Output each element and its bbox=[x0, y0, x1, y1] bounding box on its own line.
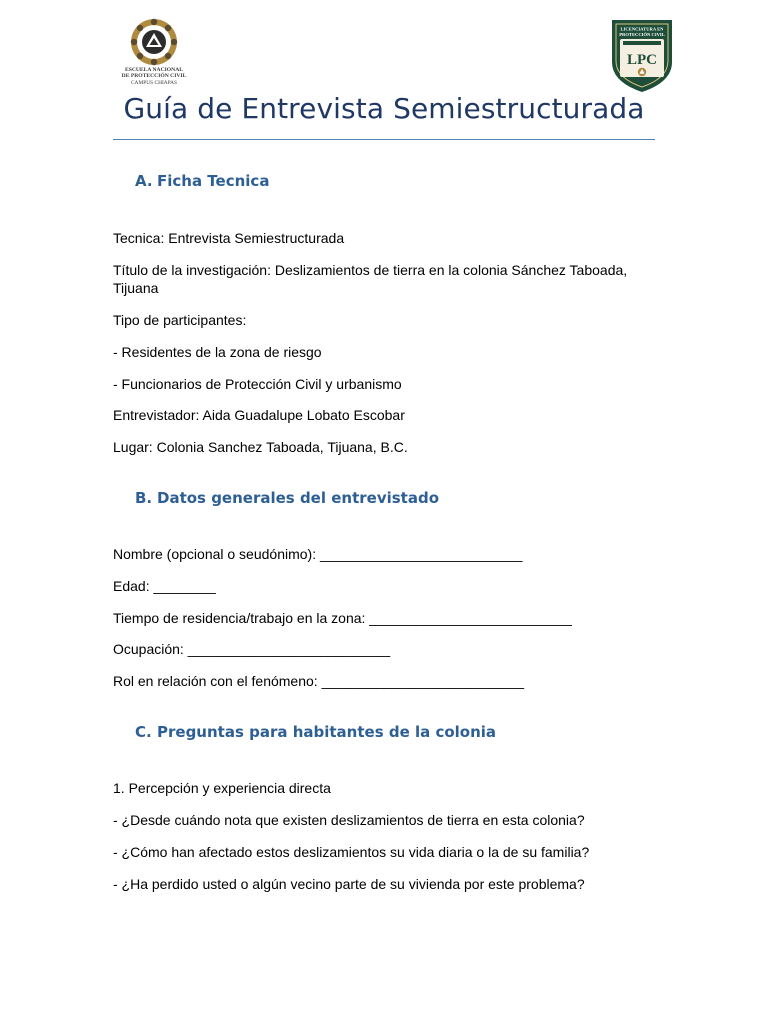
question-item: - ¿Cómo han afectado estos deslizamientos su vida diaria o la de su familia? bbox=[113, 844, 590, 860]
lpc-shield-icon bbox=[610, 18, 674, 94]
field-rol: Rol en relación con el fenómeno: __________________________ bbox=[113, 673, 525, 689]
enpc-logo bbox=[113, 17, 195, 93]
lpc-logo-line2: PROTECCIÓN CIVIL bbox=[619, 32, 665, 37]
question-item: - ¿Ha perdido usted o algún vecino parte de su vivienda por este problema? bbox=[113, 876, 585, 892]
section-a-letter: A. bbox=[135, 172, 153, 190]
lpc-logo bbox=[610, 18, 674, 94]
section-c-letter: C. bbox=[135, 723, 152, 741]
document-title: Guía de Entrevista Semiestructurada bbox=[123, 92, 645, 125]
section-c-title: Preguntas para habitantes de la colonia bbox=[157, 723, 497, 741]
enpc-seal-icon bbox=[129, 17, 179, 67]
question-item: - ¿Desde cuándo nota que existen deslizamientos de tierra en esta colonia? bbox=[113, 812, 585, 828]
ficha-tecnica-line: Tecnica: Entrevista Semiestructurada bbox=[113, 230, 345, 246]
lpc-logo-line1: LICENCIATURA EN bbox=[620, 26, 664, 32]
section-a-title: Ficha Tecnica bbox=[157, 172, 270, 190]
section-b-heading bbox=[135, 489, 439, 507]
question-group-title: 1. Percepción y experiencia directa bbox=[113, 780, 331, 796]
ficha-titulo-line: Título de la investigación: Deslizamientos de tierra en la colonia Sánchez Taboada, Tijuana bbox=[113, 262, 628, 296]
section-a-heading bbox=[135, 172, 269, 190]
enpc-logo-line1: ESCUELA NACIONAL bbox=[125, 67, 183, 73]
field-edad: Edad: ________ bbox=[113, 578, 216, 594]
field-nombre: Nombre (opcional o seudónimo): __________________________ bbox=[113, 546, 523, 562]
section-c-heading bbox=[135, 723, 496, 741]
enpc-logo-line3: CAMPUS CHIAPAS bbox=[130, 79, 178, 86]
title-divider bbox=[113, 139, 655, 140]
ficha-lugar-line: Lugar: Colonia Sanchez Taboada, Tijuana, B.C. bbox=[113, 439, 408, 455]
field-ocupacion: Ocupación: __________________________ bbox=[113, 641, 391, 657]
section-b-title: Datos generales del entrevistado bbox=[157, 489, 439, 507]
field-tiempo-residencia: Tiempo de residencia/trabajo en la zona: __________________________ bbox=[113, 610, 572, 626]
participante-residentes-line: - Residentes de la zona de riesgo bbox=[113, 344, 322, 360]
section-b-letter: B. bbox=[135, 489, 153, 507]
ficha-participantes-line: Tipo de participantes: bbox=[113, 312, 247, 328]
participante-funcionarios-line: - Funcionarios de Protección Civil y urbanismo bbox=[113, 376, 402, 392]
lpc-monogram: LPC bbox=[627, 52, 657, 68]
ficha-entrevistador-line: Entrevistador: Aida Guadalupe Lobato Escobar bbox=[113, 407, 405, 423]
enpc-logo-line2: DE PROTECCIÓN CIVIL bbox=[121, 73, 187, 80]
